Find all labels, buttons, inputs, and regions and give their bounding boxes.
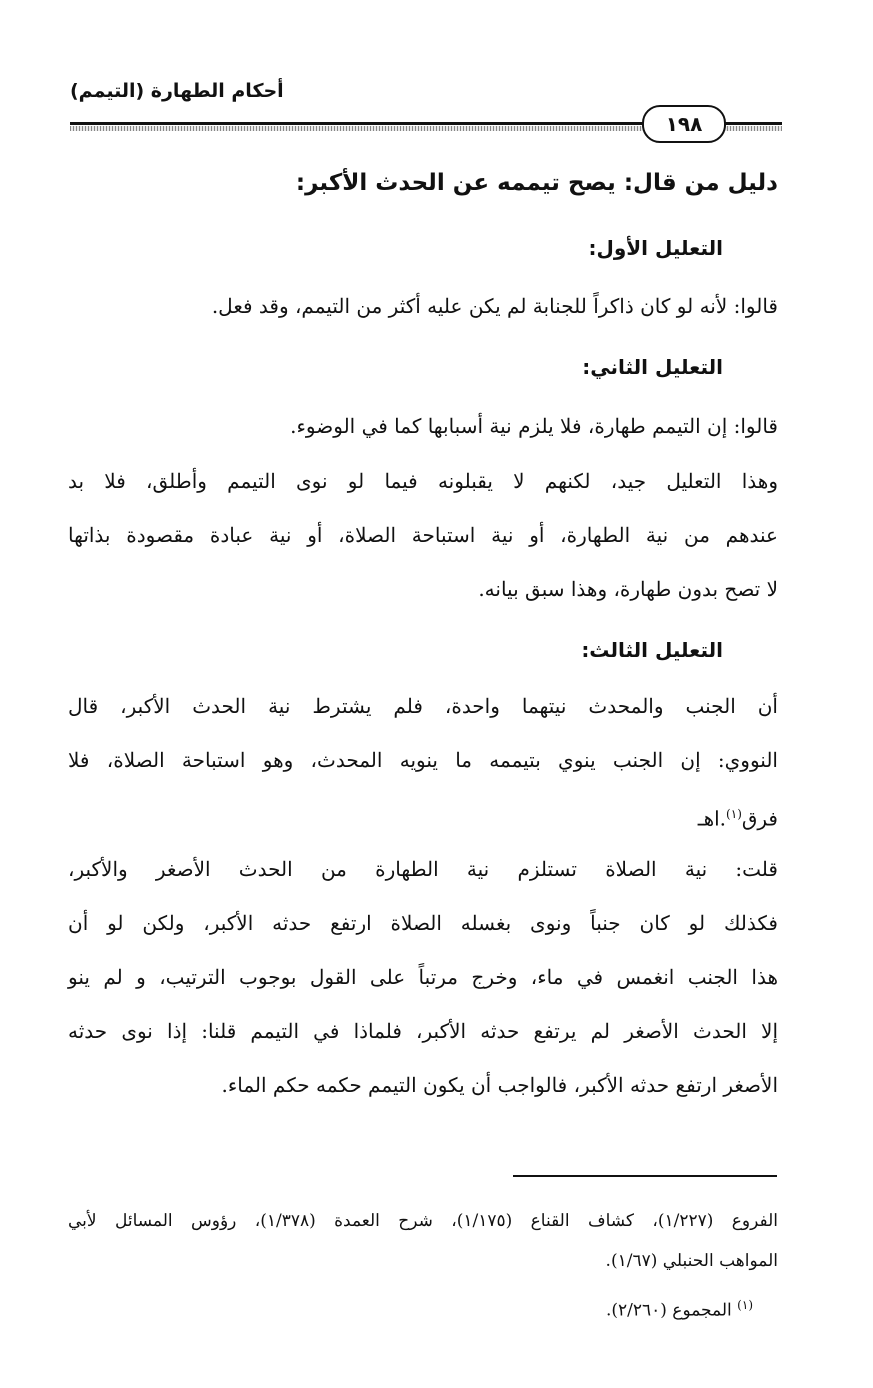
- comment-line-5: الأصغر ارتفع حدثه الأكبر، فالواجب أن يكون التيمم حكمه حكم الماء.: [221, 1073, 778, 1097]
- reason2-line-1: قالوا: إن التيمم طهارة، فلا يلزم نية أسبابها كما في الوضوء.: [290, 414, 778, 438]
- comment-line-3: هذا الجنب انغمس في ماء، وخرج مرتباً على القول بوجوب الترتيب، و لم ينو: [68, 965, 778, 989]
- reason3-line-1: أن الجنب والمحدث نيتهما واحدة، فلم يشترط نية الحدث الأكبر، قال: [68, 694, 778, 718]
- footnote-1: [606, 1292, 753, 1324]
- section-heading: دليل من قال: يصح تيممه عن الحدث الأكبر:: [295, 170, 778, 196]
- reason1-line: قالوا: لأنه لو كان ذاكراً للجنابة لم يكن عليه أكثر من التيمم، وقد فعل.: [211, 294, 778, 318]
- footnote-1-text: المجموع (٢/٢٦٠).: [605, 1300, 732, 1321]
- footnote-carryover-line-2: المواهب الحنبلي (١/٦٧).: [605, 1251, 778, 1271]
- footnote-carryover-line-1: الفروع (١/٢٢٧)، كشاف القناع (١/١٧٥)، شرح العمدة (١/٣٧٨)، رؤوس المسائل لأبي: [68, 1211, 778, 1231]
- comment-line-1: قلت: نية الصلاة تستلزم نية الطهارة من الحدث الأصغر والأكبر،: [68, 857, 778, 881]
- reason2-title: التعليل الثاني:: [582, 355, 723, 379]
- reason3-line-3-end: .اهـ: [697, 806, 727, 831]
- comment-line-2: فكذلك لو كان جنباً ونوى بغسله الصلاة ارتفع حدثه الأكبر، ولكن لو أن: [68, 911, 778, 935]
- reason3-title: التعليل الثالث:: [581, 638, 723, 662]
- reason2-line-4: لا تصح بدون طهارة، وهذا سبق بيانه.: [478, 577, 778, 601]
- reason3-line-3: [698, 798, 778, 835]
- footnote-ref-1: (١): [726, 807, 742, 821]
- reason3-line-3-text: فرق: [741, 806, 778, 831]
- comment-line-4: إلا الحدث الأصغر لم يرتفع حدثه الأكبر، فلماذا في التيمم قلنا: إذا نوى حدثه: [68, 1019, 778, 1043]
- reason2-line-2: وهذا التعليل جيد، لكنهم لا يقبلونه فيما لو نوى التيمم وأطلق، فلا بد: [68, 469, 778, 493]
- reason1-title: التعليل الأول:: [588, 236, 723, 260]
- reason3-line-2: النووي: إن الجنب ينوي بتيممه ما ينويه المحدث، وهو استباحة الصلاة، فلا: [68, 748, 778, 772]
- page-number: ١٩٨: [642, 105, 726, 143]
- footnote-separator: [513, 1175, 777, 1177]
- footnote-1-marker: (١): [737, 1298, 753, 1312]
- reason2-line-3: عندهم من نية الطهارة، أو نية استباحة الصلاة، أو نية عبادة مقصودة بذاتها: [68, 523, 778, 547]
- running-title: أحكام الطهارة (التيمم): [70, 80, 284, 102]
